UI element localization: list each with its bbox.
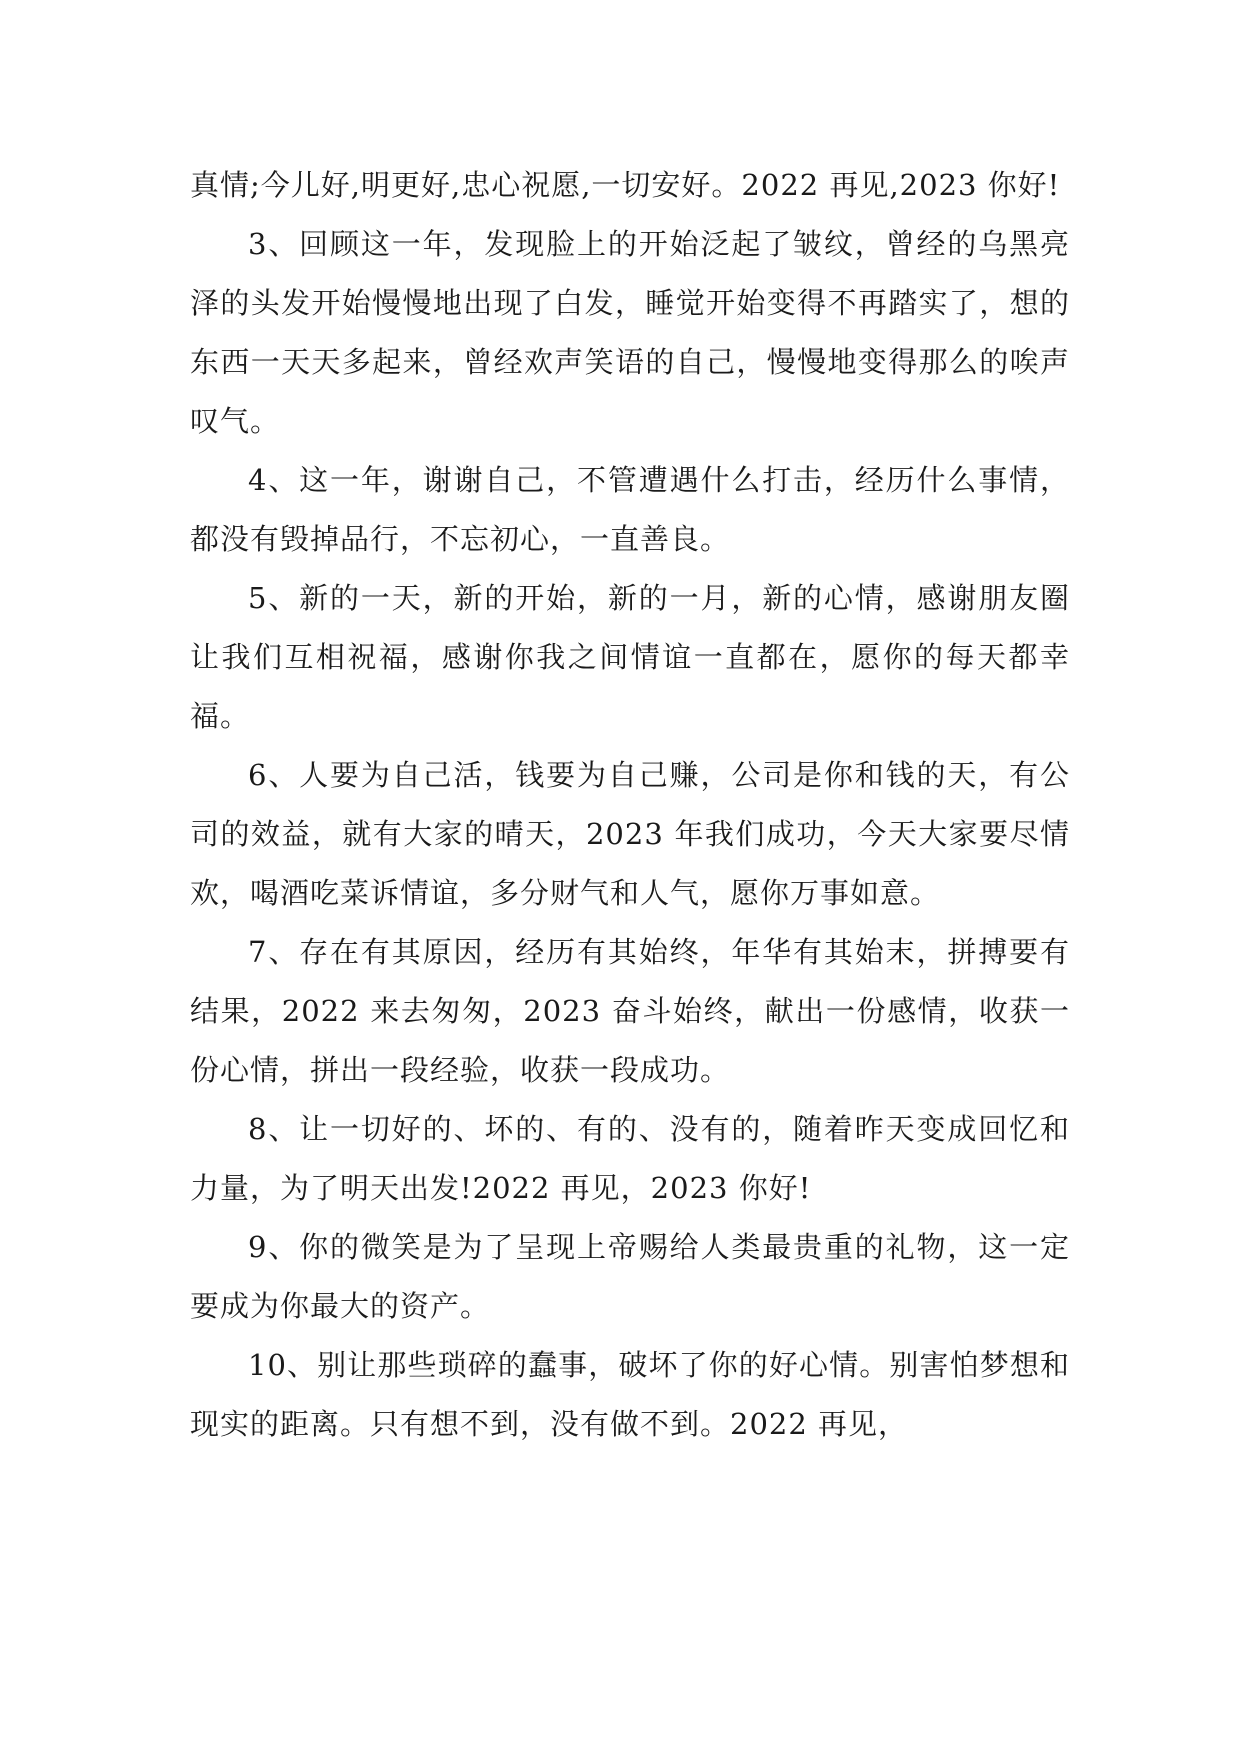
paragraph-3: 3、回顾这一年，发现脸上的开始泛起了皱纹，曾经的乌黑亮泽的头发开始慢慢地出现了白发，睡觉开始变得不再踏实了，想的东西一天天多起来，曾经欢声笑语的自己，慢慢地变得那么的唉声叹气。	[190, 227, 1070, 438]
paragraph-7: 7、存在有其原因，经历有其始终，年华有其始末，拼搏要有结果，2022 来去匆匆，2023 奋斗始终，献出一份感情，收获一份心情，拼出一段经验，收获一段成功。	[190, 935, 1070, 1087]
paragraph-8: 8、让一切好的、坏的、有的、没有的，随着昨天变成回忆和力量，为了明天出发!2022 再见，2023 你好!	[190, 1112, 1070, 1205]
paragraph-9: 9、你的微笑是为了呈现上帝赐给人类最贵重的礼物，这一定要成为你最大的资产。	[190, 1230, 1070, 1323]
paragraph-5: 5、新的一天，新的开始，新的一月，新的心情，感谢朋友圈让我们互相祝福，感谢你我之间情谊一直都在，愿你的每天都幸福。	[190, 581, 1070, 733]
paragraph-4: 4、这一年，谢谢自己，不管遭遇什么打击，经历什么事情，都没有毁掉品行，不忘初心，一直善良。	[190, 463, 1070, 556]
document-body	[190, 156, 1070, 1454]
paragraph-6: 6、人要为自己活，钱要为自己赚，公司是你和钱的天，有公司的效益，就有大家的晴天，2023 年我们成功，今天大家要尽情欢，喝酒吃菜诉情谊，多分财气和人气，愿你万事如意。	[190, 758, 1070, 910]
paragraph-continued: 真情;今儿好,明更好,忠心祝愿,一切安好。2022 再见,2023 你好!	[190, 168, 1061, 202]
paragraph-10: 10、别让那些琐碎的蠢事，破坏了你的好心情。别害怕梦想和现实的距离。只有想不到，没有做不到。2022 再见，	[190, 1348, 1070, 1441]
